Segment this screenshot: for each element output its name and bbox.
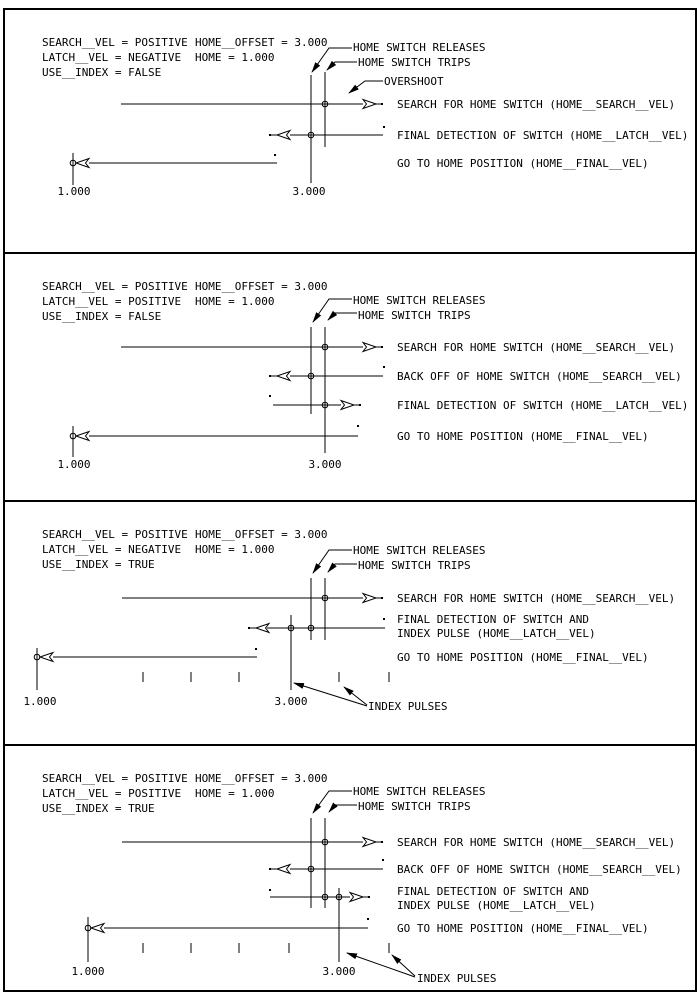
leader-releases bbox=[313, 550, 352, 573]
backoff-move bbox=[269, 366, 385, 381]
callout-releases: HOME SWITCH RELEASES bbox=[353, 294, 486, 307]
offset-position-value: 3.000 bbox=[292, 185, 326, 198]
homing-panel-4 bbox=[0, 744, 700, 992]
callout-trips: HOME SWITCH TRIPS bbox=[358, 309, 471, 322]
param-latch-vel: LATCH__VEL = POSITIVE bbox=[42, 787, 182, 800]
callout-releases: HOME SWITCH RELEASES bbox=[353, 785, 486, 798]
index-pulses-label: INDEX PULSES bbox=[417, 972, 497, 985]
param-use-index: USE__INDEX = TRUE bbox=[42, 802, 155, 815]
param-home: HOME = 1.000 bbox=[195, 543, 275, 556]
callout-trips: HOME SWITCH TRIPS bbox=[358, 800, 471, 813]
param-latch-vel: LATCH__VEL = NEGATIVE bbox=[42, 543, 182, 556]
search-move bbox=[121, 100, 383, 109]
step-latch-line2: INDEX PULSE (HOME__LATCH__VEL) bbox=[397, 627, 596, 640]
step-search-label: SEARCH FOR HOME SWITCH (HOME__SEARCH__VEL) bbox=[397, 592, 676, 605]
step-latch-line1: FINAL DETECTION OF SWITCH AND bbox=[397, 613, 590, 626]
step-latch-label bbox=[397, 885, 596, 913]
backoff-move bbox=[269, 859, 384, 874]
home-position-value: 1.000 bbox=[71, 965, 105, 978]
param-home-offset: HOME__OFFSET = 3.000 bbox=[195, 772, 328, 785]
callout-overshoot: OVERSHOOT bbox=[384, 75, 444, 88]
step-latch-line2: INDEX PULSE (HOME__LATCH__VEL) bbox=[397, 899, 596, 912]
latch-move bbox=[269, 395, 361, 410]
param-home-offset: HOME__OFFSET = 3.000 bbox=[195, 36, 328, 49]
param-use-index: USE__INDEX = FALSE bbox=[42, 310, 162, 323]
latch-move bbox=[248, 618, 385, 633]
leader-trips bbox=[328, 564, 357, 572]
latch-move bbox=[269, 126, 385, 140]
param-latch-vel: LATCH__VEL = NEGATIVE bbox=[42, 51, 182, 64]
param-use-index: USE__INDEX = FALSE bbox=[42, 66, 162, 79]
param-search-vel: SEARCH__VEL = POSITIVE bbox=[42, 36, 188, 49]
param-home-offset: HOME__OFFSET = 3.000 bbox=[195, 528, 328, 541]
step-search-label: SEARCH FOR HOME SWITCH (HOME__SEARCH__VEL) bbox=[397, 98, 676, 111]
leader-overshoot bbox=[349, 81, 383, 93]
final-move bbox=[34, 648, 257, 690]
final-move bbox=[70, 153, 277, 185]
param-use-index: USE__INDEX = TRUE bbox=[42, 558, 155, 571]
param-latch-vel: LATCH__VEL = POSITIVE bbox=[42, 295, 182, 308]
home-position-value: 1.000 bbox=[23, 695, 57, 708]
step-latch-line1: FINAL DETECTION OF SWITCH AND bbox=[397, 885, 590, 898]
leader-releases bbox=[313, 299, 352, 322]
step-backoff-label: BACK OFF OF HOME SWITCH (HOME__SEARCH__VEL) bbox=[397, 863, 682, 876]
callout-trips: HOME SWITCH TRIPS bbox=[358, 559, 471, 572]
callout-releases: HOME SWITCH RELEASES bbox=[353, 544, 486, 557]
step-backoff-label: BACK OFF OF HOME SWITCH (HOME__SEARCH__VEL) bbox=[397, 370, 682, 383]
homing-panel-2 bbox=[0, 252, 700, 502]
search-move bbox=[121, 343, 383, 352]
leader-trips bbox=[327, 62, 357, 70]
index-pulse-ticks bbox=[143, 672, 389, 682]
callout-releases: HOME SWITCH RELEASES bbox=[353, 41, 486, 54]
leader-releases bbox=[313, 791, 352, 813]
leader-releases bbox=[312, 48, 352, 72]
home-position-value: 1.000 bbox=[57, 185, 91, 198]
home-position-value: 1.000 bbox=[57, 458, 91, 471]
step-latch-label: FINAL DETECTION OF SWITCH (HOME__LATCH__VEL) bbox=[397, 129, 689, 142]
step-final-label: GO TO HOME POSITION (HOME__FINAL__VEL) bbox=[397, 157, 649, 170]
param-search-vel: SEARCH__VEL = POSITIVE bbox=[42, 528, 188, 541]
leader-trips bbox=[329, 805, 357, 812]
param-home-offset: HOME__OFFSET = 3.000 bbox=[195, 280, 328, 293]
step-search-label: SEARCH FOR HOME SWITCH (HOME__SEARCH__VEL) bbox=[397, 836, 676, 849]
index-pulse-ticks bbox=[143, 943, 389, 953]
search-move bbox=[122, 838, 383, 847]
step-final-label: GO TO HOME POSITION (HOME__FINAL__VEL) bbox=[397, 651, 649, 664]
latch-move bbox=[269, 889, 370, 902]
param-home: HOME = 1.000 bbox=[195, 295, 275, 308]
search-move bbox=[122, 594, 383, 603]
step-latch-label: FINAL DETECTION OF SWITCH (HOME__LATCH__VEL) bbox=[397, 399, 689, 412]
param-search-vel: SEARCH__VEL = POSITIVE bbox=[42, 772, 188, 785]
leader-trips bbox=[328, 313, 357, 320]
step-search-label: SEARCH FOR HOME SWITCH (HOME__SEARCH__VEL) bbox=[397, 341, 676, 354]
step-final-label: GO TO HOME POSITION (HOME__FINAL__VEL) bbox=[397, 922, 649, 935]
callout-trips: HOME SWITCH TRIPS bbox=[358, 56, 471, 69]
offset-position-value: 3.000 bbox=[308, 458, 342, 471]
offset-position-value: 3.000 bbox=[322, 965, 356, 978]
offset-position-value: 3.000 bbox=[274, 695, 308, 708]
param-home: HOME = 1.000 bbox=[195, 787, 275, 800]
param-home: HOME = 1.000 bbox=[195, 51, 275, 64]
param-search-vel: SEARCH__VEL = POSITIVE bbox=[42, 280, 188, 293]
step-latch-label bbox=[397, 613, 596, 641]
final-move bbox=[85, 917, 369, 962]
homing-panel-1 bbox=[0, 8, 700, 254]
final-move bbox=[70, 425, 359, 457]
homing-panel-3 bbox=[0, 500, 700, 746]
step-final-label: GO TO HOME POSITION (HOME__FINAL__VEL) bbox=[397, 430, 649, 443]
index-pulses-label: INDEX PULSES bbox=[368, 700, 448, 713]
